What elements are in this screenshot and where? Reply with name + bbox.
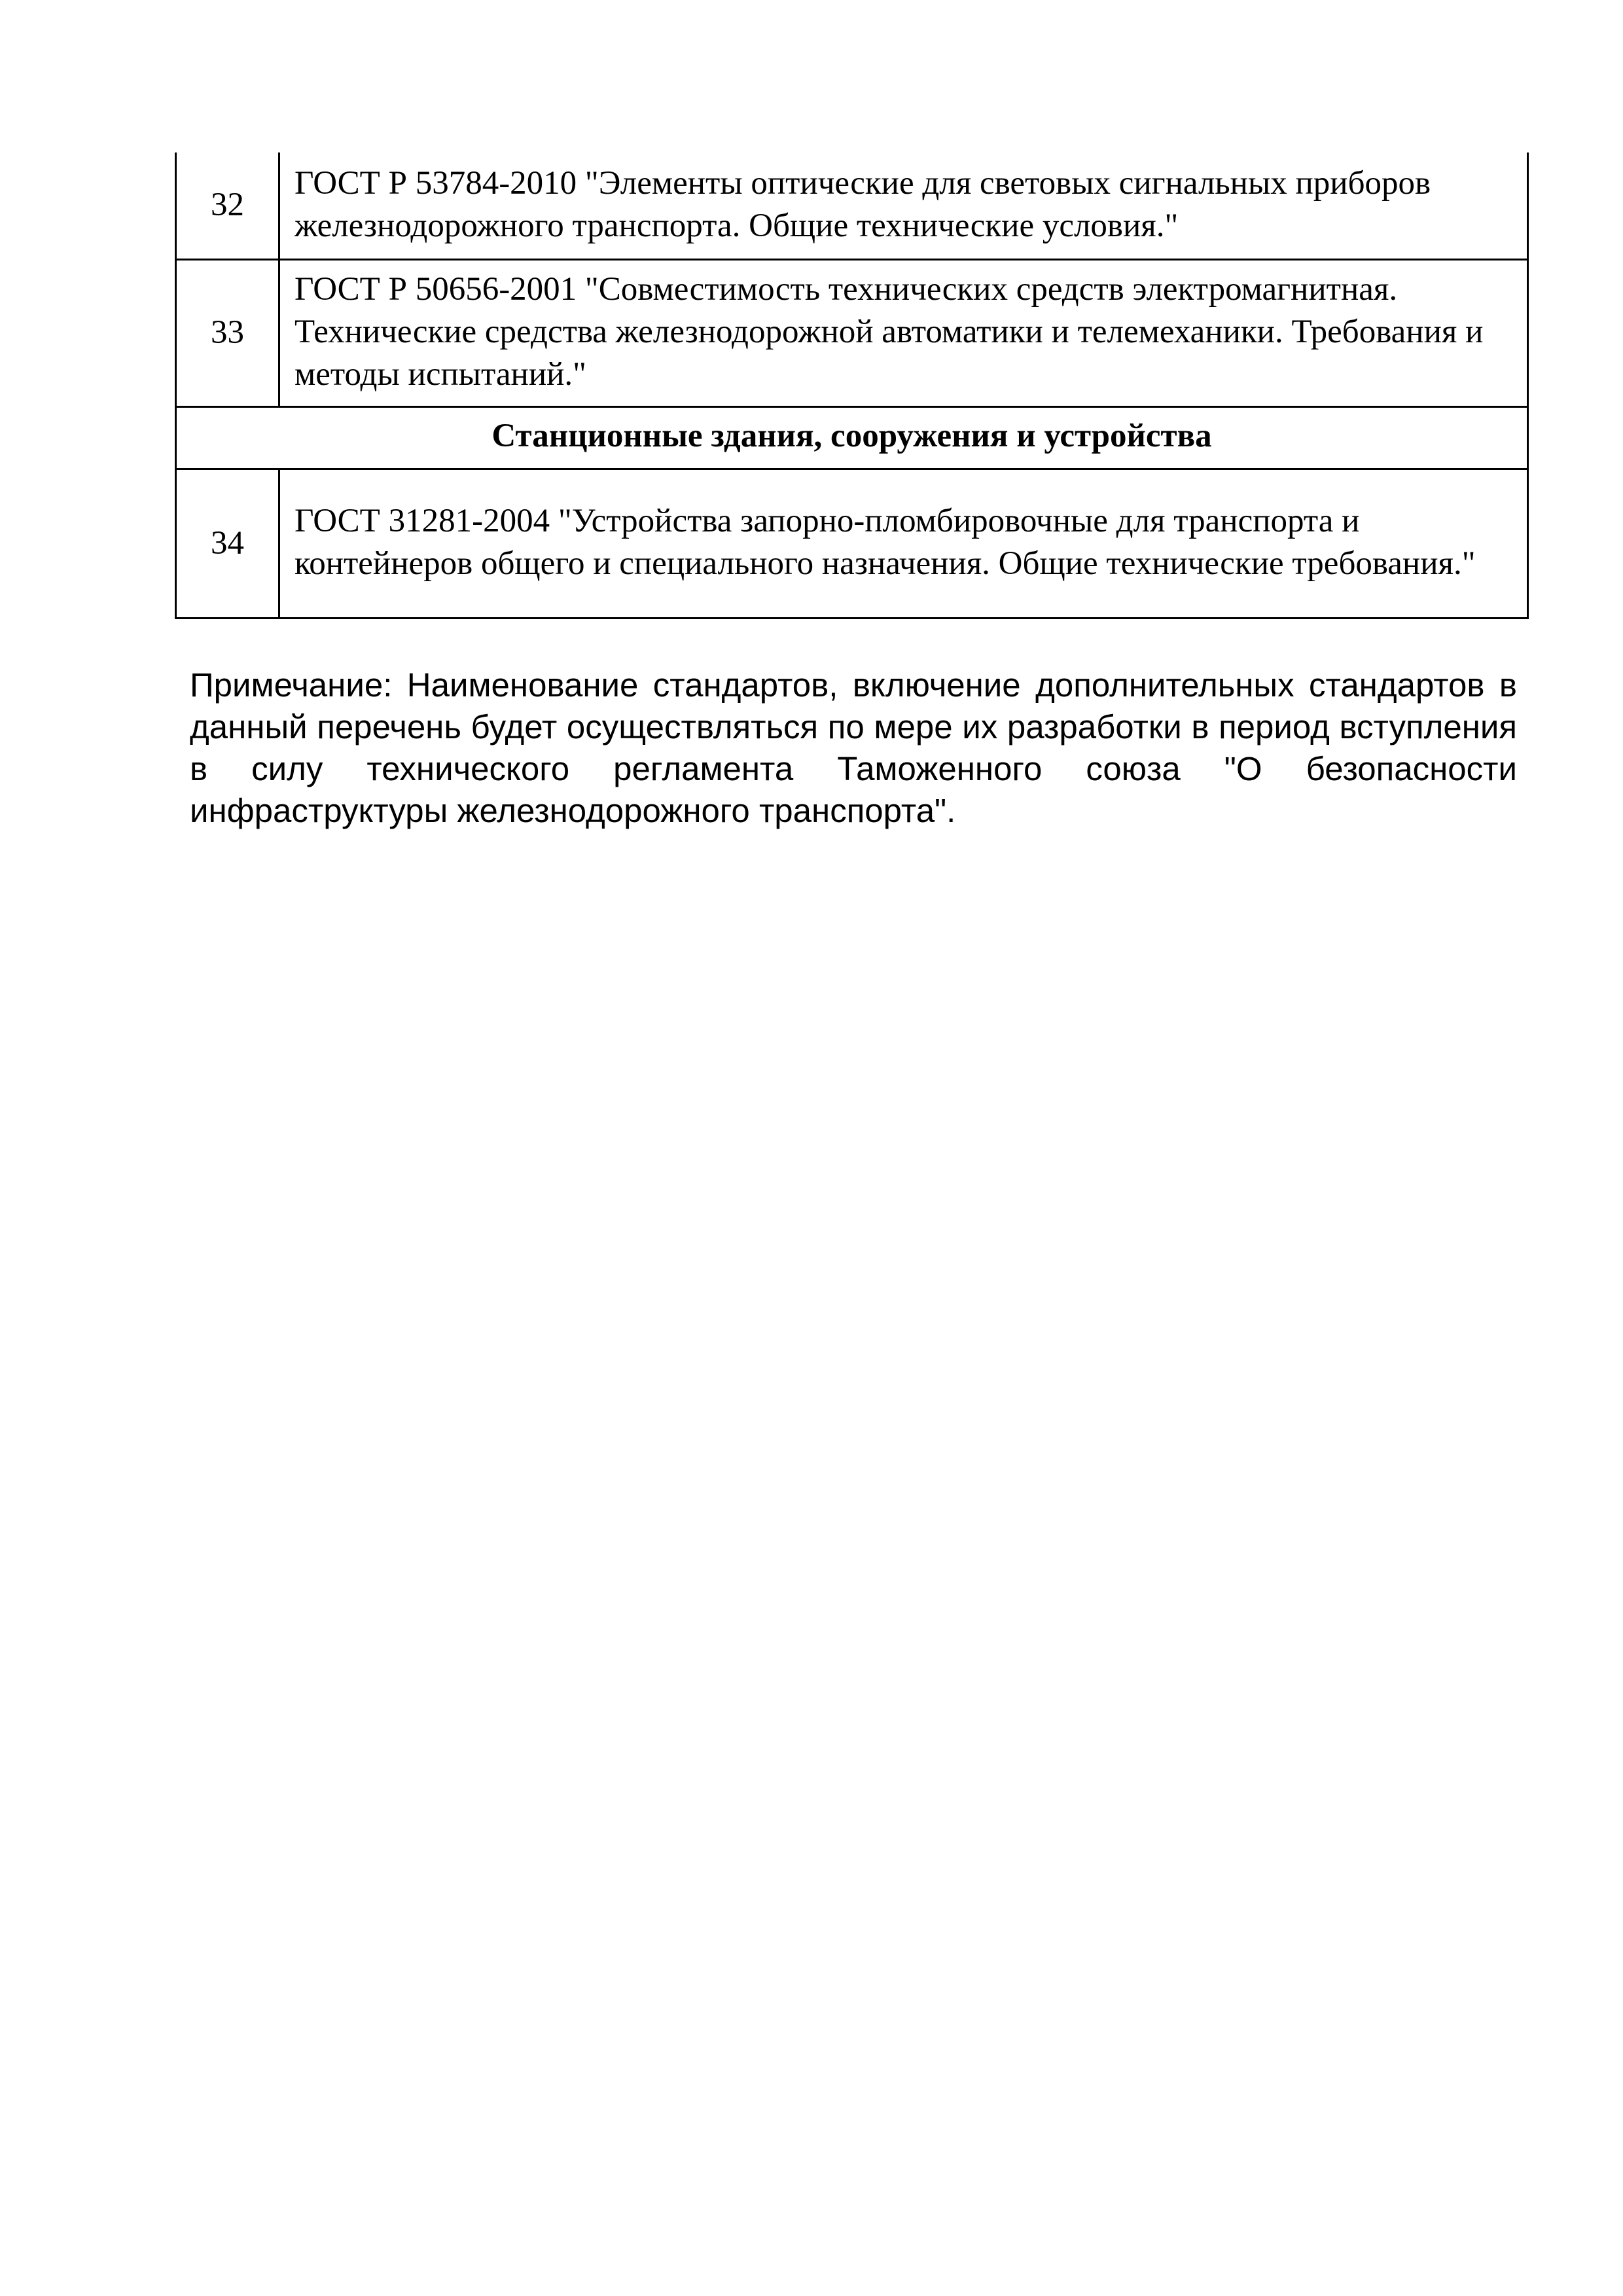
table-row [176,259,1528,406]
section-heading: Станционные здания, сооружения и устройства [176,406,1528,469]
row-number: 34 [176,469,279,618]
section-heading-row [176,406,1528,469]
row-number: 33 [176,259,279,406]
row-number: 32 [176,152,279,259]
standard-description: ГОСТ Р 53784-2010 "Элементы оптические для световых сигнальных приборов железнодорожного транспорта. Общие технические условия." [279,152,1528,259]
standard-description: ГОСТ Р 50656-2001 "Совместимость технических средств электромагнитная. Технические средства железнодорожной автоматики и телемеханики. Требования и методы испытаний." [279,259,1528,406]
standard-description: ГОСТ 31281-2004 "Устройства запорно-пломбировочные для транспорта и контейнеров общего и специального назначения. Общие технические требования." [279,469,1528,618]
table-row [176,469,1528,618]
note-paragraph: Примечание: Наименование стандартов, включение дополнительных стандартов в данный перечень будет осуществляться по мере их разработки в период вступления в силу технического регламента Таможенного союза "О безопасности инфраструктуры железнодорожного транспорта". [190,666,1517,829]
table-row [176,152,1528,259]
standards-table [175,152,1529,619]
